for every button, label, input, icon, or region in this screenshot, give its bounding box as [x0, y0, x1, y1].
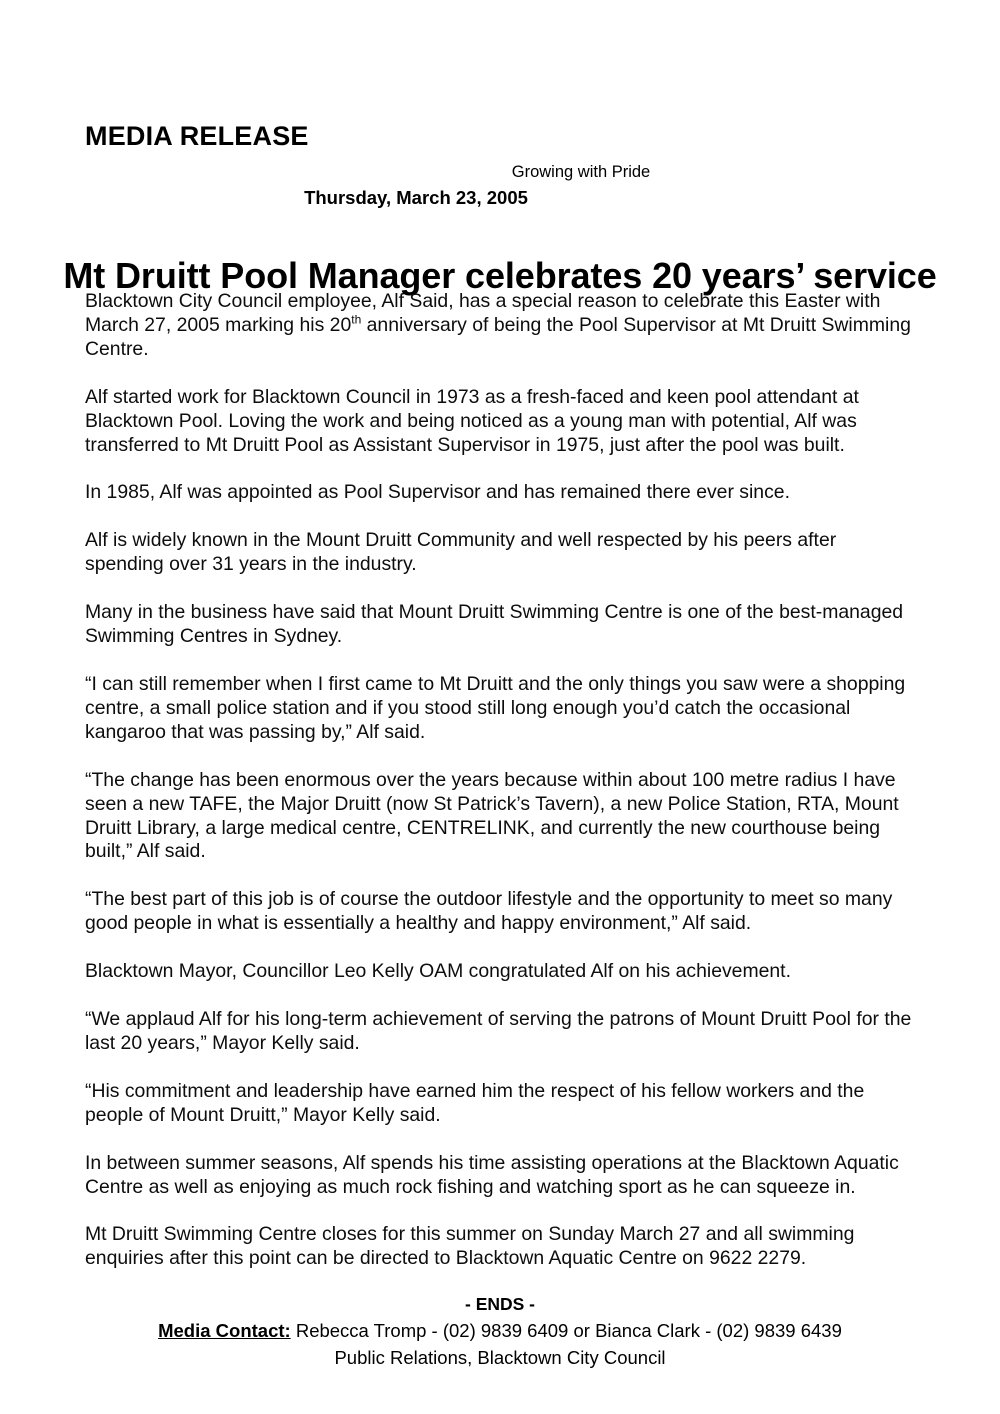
paragraph-4: Alf is widely known in the Mount Druitt Community and well respected by his peers after spending over 31 years in the industry. [85, 529, 837, 576]
paragraph-1 [85, 290, 917, 362]
paragraph-8: “The best part of this job is of course the outdoor lifestyle and the opportunity to meet so many good people in what is essentially a healthy and happy environment,” Alf said. [85, 888, 893, 935]
paragraph-2: Alf started work for Blacktown Council in 1973 as a fresh-faced and keen pool attendant at Blacktown Pool. Loving the work and being noticed as a young man with potential, Alf was transferred to Mt Druitt Pool as Assistant Supervisor in 1975, just after the pool was built. [85, 385, 859, 456]
document-footer [0, 1291, 1000, 1371]
masthead-media-release: MEDIA RELEASE [85, 121, 309, 151]
paragraph-13: Mt Druitt Swimming Centre closes for this summer on Sunday March 27 and all swimming enquiries after this point can be directed to Blacktown Aquatic Centre on 9622 2279. [85, 1223, 855, 1270]
page-title: Mt Druitt Pool Manager celebrates 20 years’ service [63, 255, 937, 297]
paragraph-1-before: Blacktown City Council employee, Alf Said, has a special reason to celebrate this Easter with March 27, 2005 marking his 20 [85, 290, 881, 336]
media-contact-label: Media Contact: [158, 1320, 291, 1341]
paragraph-3: In 1985, Alf was appointed as Pool Supervisor and has remained there ever since. [85, 481, 790, 504]
dateline: Thursday, March 23, 2005 [304, 187, 528, 208]
ends-marker: - ENDS - [465, 1294, 535, 1314]
paragraph-1-after: anniversary of being the Pool Supervisor at Mt Druitt Swimming Centre. [85, 313, 911, 360]
paragraph-5: Many in the business have said that Mount Druitt Swimming Centre is one of the best-managed Swimming Centres in Sydney. [85, 601, 904, 648]
tagline-growing-with-pride: Growing with Pride [511, 163, 651, 181]
paragraph-11: “His commitment and leadership have earned him the respect of his fellow workers and the people of Mount Druitt,” Mayor Kelly said. [85, 1079, 865, 1126]
paragraph-7: “The change has been enormous over the years because within about 100 metre radius I have seen a new TAFE, the Major Druitt (now St Patrick’s Tavern), a new Police Station, RTA, Mount Druitt Library, a large medical centre, CENTRELINK, and currently the new courthouse being built,” Alf said. [85, 768, 899, 863]
paragraph-6: “I can still remember when I first came to Mt Druitt and the only things you saw were a shopping centre, a small police station and if you stood still long enough you’d catch the occasional kangaroo that was passing by,” Alf said. [85, 672, 906, 743]
media-contact-details: Rebecca Tromp - (02) 9839 6409 or Bianca Clark - (02) 9839 6439 [290, 1320, 842, 1341]
media-contact-line [0, 1317, 1000, 1344]
ordinal-suffix-superscript: th [351, 312, 362, 327]
department-line: Public Relations, Blacktown City Council [334, 1347, 666, 1368]
body-column [85, 290, 917, 1295]
paragraph-12: In between summer seasons, Alf spends his time assisting operations at the Blacktown Aquatic Centre as well as enjoying as much rock fishing and watching sport as he can squeeze in. [85, 1151, 899, 1198]
paragraph-9: Blacktown Mayor, Councillor Leo Kelly OAM congratulated Alf on his achievement. [85, 960, 791, 983]
paragraph-10: “We applaud Alf for his long-term achievement of serving the patrons of Mount Druitt Pool for the last 20 years,” Mayor Kelly said. [85, 1008, 912, 1054]
